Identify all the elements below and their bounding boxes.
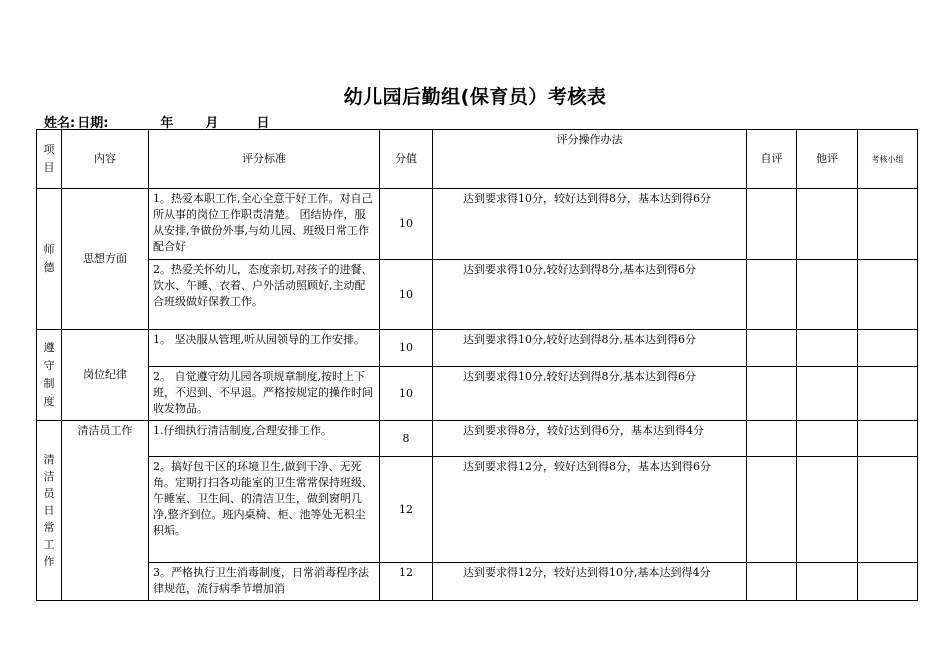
method-cell: 达到要求得12分，较好达到得8分，基本达到得6分 (433, 457, 747, 563)
score-cell: 10 (380, 189, 433, 260)
table-row (37, 367, 918, 421)
peer-eval-cell[interactable] (797, 330, 858, 367)
self-eval-cell[interactable] (747, 367, 797, 421)
section-item: 师德 (37, 189, 62, 330)
standard-cell: 1.仔细执行清洁制度,合理安排工作。 (149, 421, 380, 457)
score-cell: 10 (380, 367, 433, 421)
date-label: 日期: (77, 116, 109, 131)
method-cell: 达到要求得12分，较好达到得10分,基本达到得4分 (433, 563, 747, 601)
method-cell: 达到要求得10分,较好达到得8分,基本达到得6分 (433, 367, 747, 421)
page-title: 幼儿园后勤组(保育员）考核表 (343, 86, 607, 108)
content-cell: 岗位纪律 (62, 330, 149, 421)
score-cell: 10 (380, 330, 433, 367)
header-item: 项目 (37, 130, 62, 189)
score-cell: 8 (380, 421, 433, 457)
table-row (37, 260, 918, 330)
table-row (37, 330, 918, 367)
method-cell: 达到要求得10分,较好达到得8分,基本达到得6分 (433, 260, 747, 330)
section-item: 清洁员日常工作 (37, 421, 62, 601)
review-group-cell[interactable] (858, 421, 918, 457)
self-eval-cell[interactable] (747, 189, 797, 260)
standard-cell: 2。搞好包干区的环境卫生,做到干净、无死角。定期打扫各功能室的卫生常常保持班级、午睡室、卫生间、的清洁卫生，做到窗明几净,整齐到位。班内桌椅、柜、池等处无积尘积垢。 (149, 457, 380, 563)
method-cell: 达到要求得8分，较好达到得6分，基本达到得4分 (433, 421, 747, 457)
table-row (37, 189, 918, 260)
self-eval-cell[interactable] (747, 260, 797, 330)
self-eval-cell[interactable] (747, 457, 797, 563)
header-standard: 评分标准 (149, 130, 380, 189)
peer-eval-cell[interactable] (797, 421, 858, 457)
score-cell: 10 (380, 260, 433, 330)
standard-cell: 2。 自觉遵守幼儿园各项规章制度,按时上下班，不迟到、不早退。严格按规定的操作时间收发物品。 (149, 367, 380, 421)
peer-eval-cell[interactable] (797, 457, 858, 563)
year-label: 年 (160, 116, 174, 131)
review-group-cell[interactable] (858, 189, 918, 260)
review-group-cell[interactable] (858, 260, 918, 330)
self-eval-cell[interactable] (747, 421, 797, 457)
review-group-cell[interactable] (858, 563, 918, 601)
method-cell: 达到要求得10分，较好达到得8分，基本达到得6分 (433, 189, 747, 260)
score-cell: 12 (380, 563, 433, 601)
header-review-group: 考核小组 (858, 130, 918, 189)
peer-eval-cell[interactable] (797, 260, 858, 330)
standard-cell: 1。 坚决服从管理,听从园领导的工作安排。 (149, 330, 380, 367)
self-eval-cell[interactable] (747, 330, 797, 367)
review-group-cell[interactable] (858, 457, 918, 563)
content-cell: 思想方面 (62, 189, 149, 330)
review-group-cell[interactable] (858, 330, 918, 367)
header-self-eval: 自评 (747, 130, 797, 189)
peer-eval-cell[interactable] (797, 367, 858, 421)
header-peer-eval: 他评 (797, 130, 858, 189)
content-cell: 清洁员工作 (62, 421, 149, 601)
name-label: 姓名: (44, 116, 76, 131)
score-cell: 12 (380, 457, 433, 563)
header-score: 分值 (380, 130, 433, 189)
standard-cell: 3。严格执行卫生消毒制度，日常消毒程序法律规范，流行病季节增加消 (149, 563, 380, 601)
header-method: 评分操作办法 (433, 130, 747, 189)
peer-eval-cell[interactable] (797, 189, 858, 260)
review-group-cell[interactable] (858, 367, 918, 421)
assessment-table (36, 129, 918, 601)
self-eval-cell[interactable] (747, 563, 797, 601)
standard-cell: 2。热爱关怀幼儿，态度亲切,对孩子的进餐、饮水、午睡、衣着、户外活动照顾好,主动配合班级做好保教工作。 (149, 260, 380, 330)
table-header-row (37, 130, 918, 189)
section-item: 遵守制度 (37, 330, 62, 421)
table-row (37, 421, 918, 457)
peer-eval-cell[interactable] (797, 563, 858, 601)
month-label: 月 (205, 116, 219, 131)
standard-cell: 1。热爱本职工作,全心全意干好工作。对自己所从事的岗位工作职责清楚。 团结协作，服从安排,争做份外事,与幼儿园、班级日常工作配合好 (149, 189, 380, 260)
table-row (37, 563, 918, 601)
day-label: 日 (256, 116, 270, 131)
method-cell: 达到要求得10分,较好达到得8分,基本达到得6分 (433, 330, 747, 367)
table-row (37, 457, 918, 563)
header-content: 内容 (62, 130, 149, 189)
